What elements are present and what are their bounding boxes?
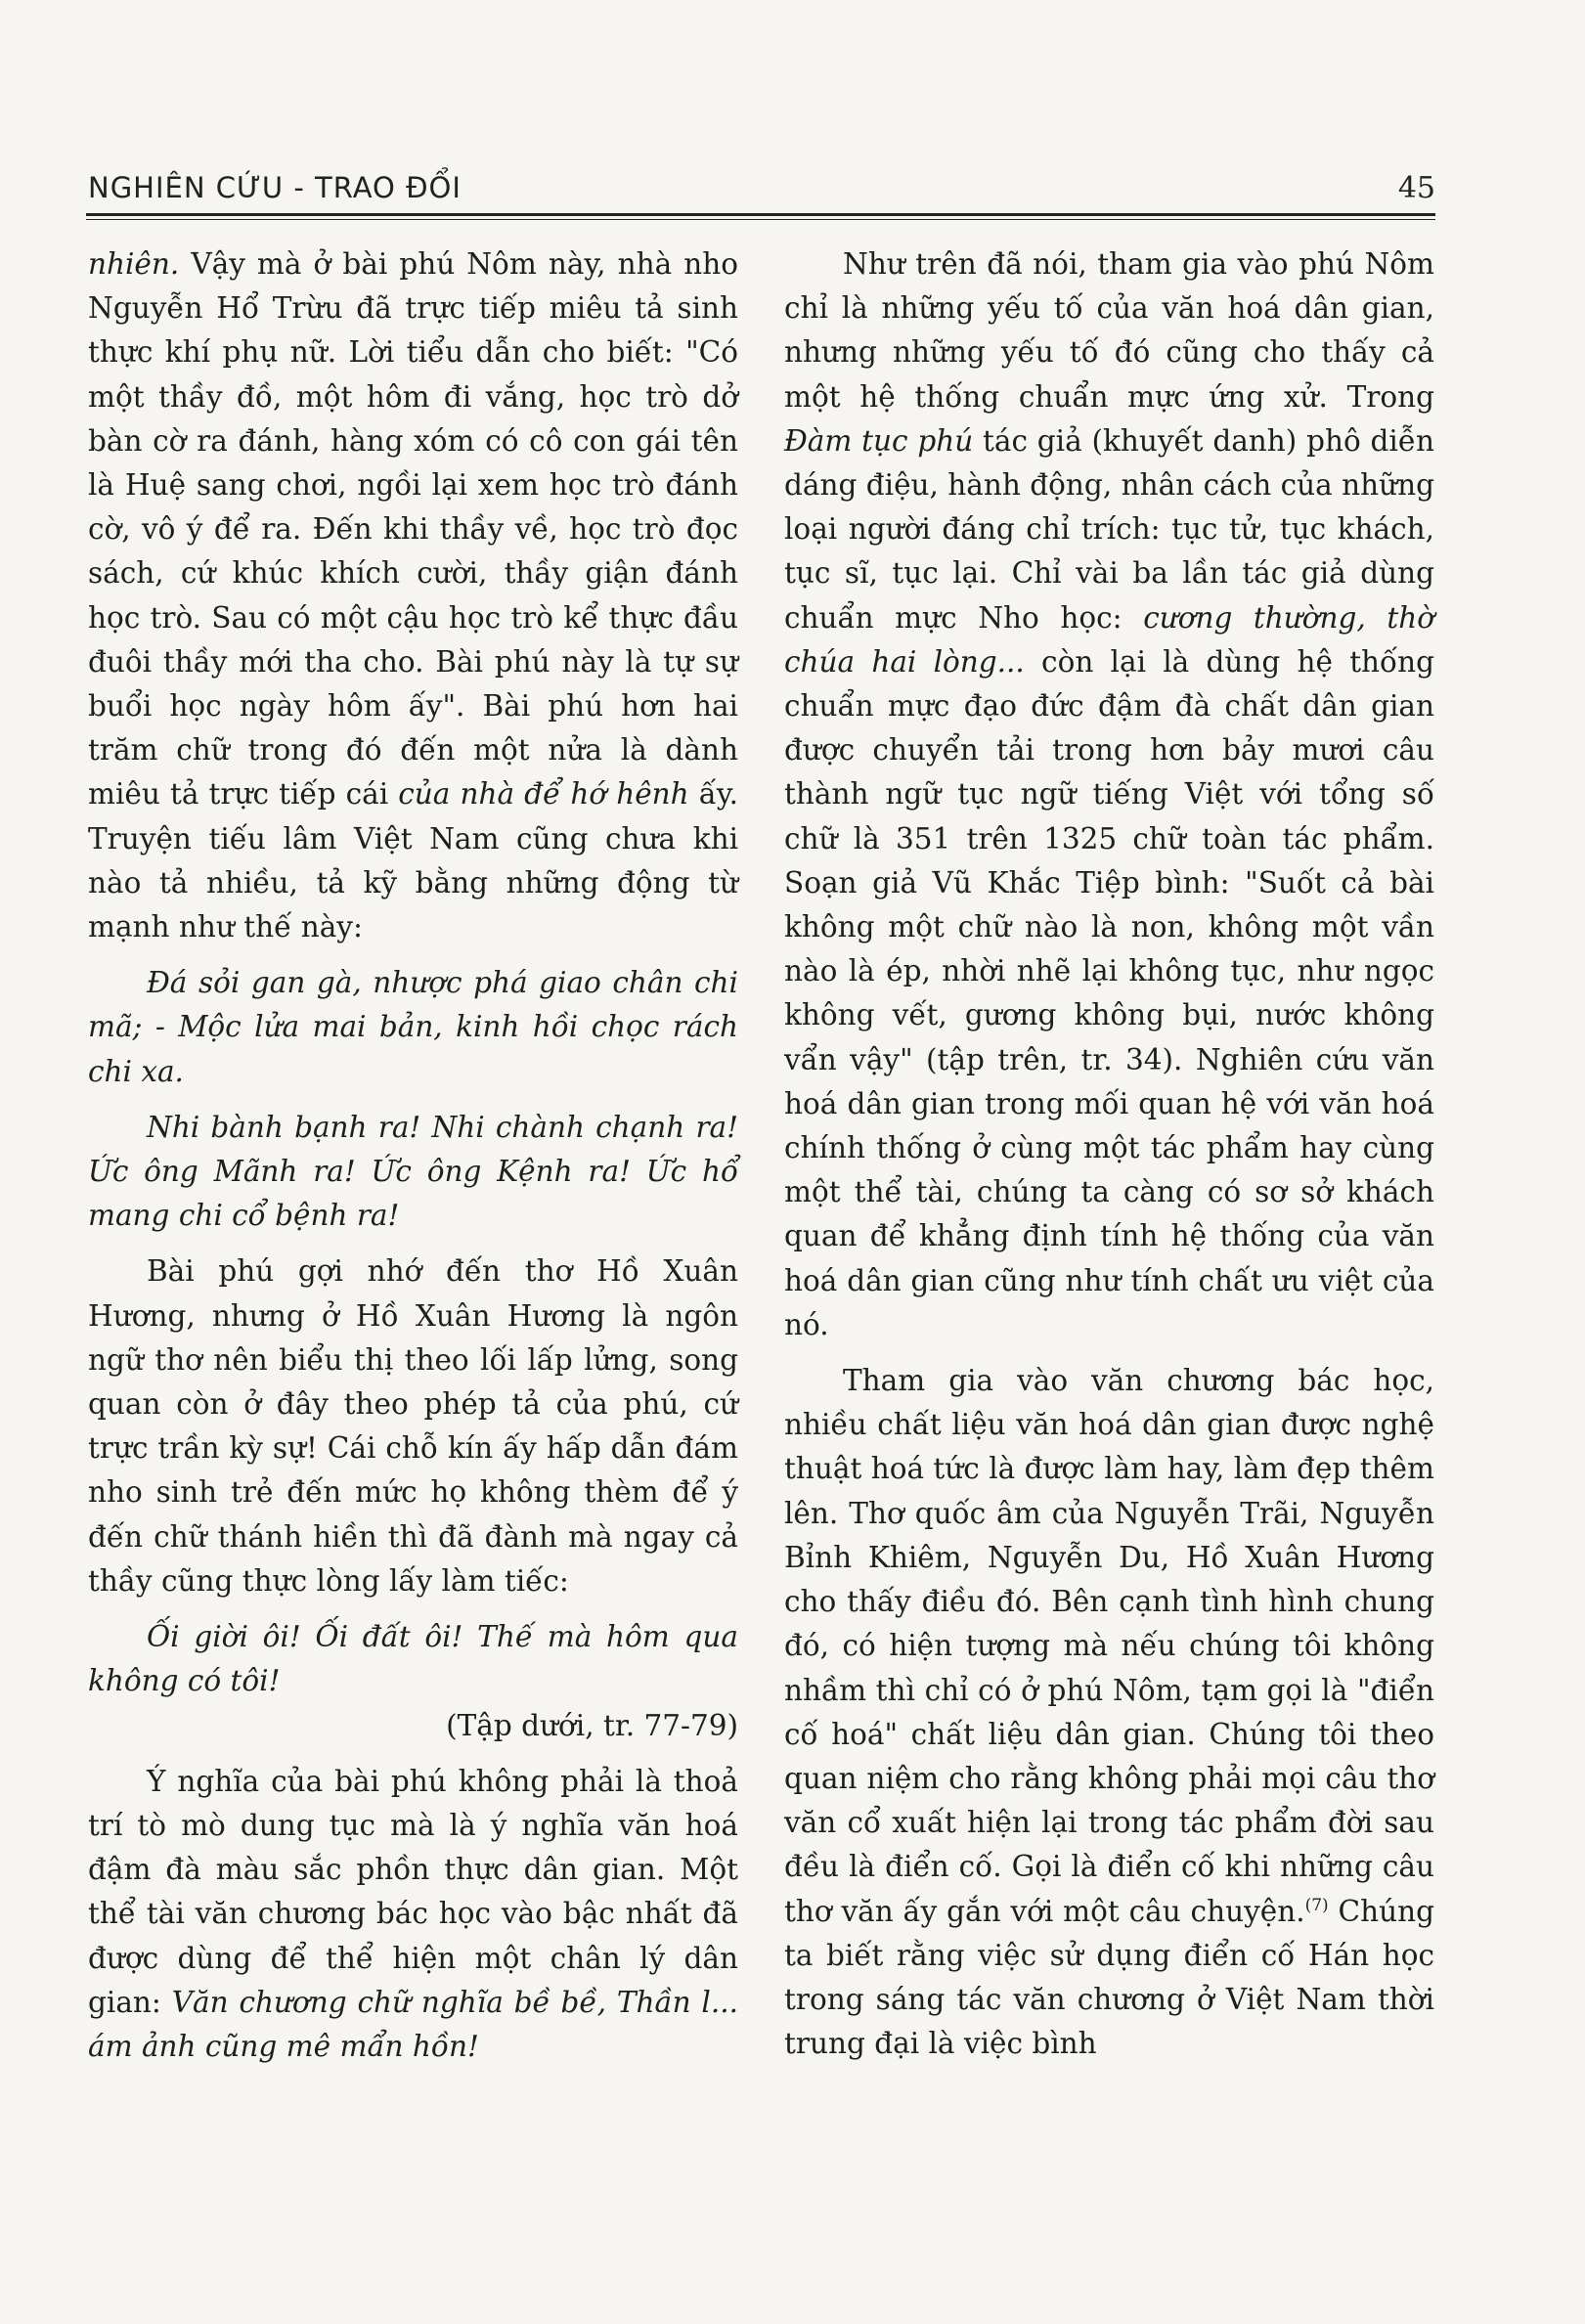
section-title: NGHIÊN CỨU - TRAO ĐỔI <box>88 171 462 204</box>
verse-quote: Nhi bành bạnh ra! Nhi chành chạnh ra! Ức ông Mãnh ra! Ức ông Kệnh ra! Ức hổ mang chi cổ bệnh ra! <box>88 1110 738 1233</box>
citation: (Tập dưới, tr. 77-79) <box>446 1708 738 1742</box>
paragraph: Ý nghĩa của bài phú không phải là thoả trí tò mò dung tục mà là ý nghĩa văn hoá đậm đà màu sắc phồn thực dân gian. Một thể tài văn chương bác học vào bậc nhất đã được dùng để thể hiện một chân lý dân gian: Văn chương chữ nghĩa bề bề, Thần l... ám ảnh cũng mê mẩn hồn! <box>88 1764 738 2063</box>
emphasis: cương thường, thờ chúa hai lòng... <box>784 600 1434 679</box>
running-header <box>88 171 1435 214</box>
verse-quote: Ối giời ôi! Ối đất ôi! Thế mà hôm qua không có tôi! <box>88 1620 738 1698</box>
header-rule-thin <box>86 219 1435 220</box>
paragraph: Tham gia vào văn chương bác học, nhiều chất liệu văn hoá dân gian được nghệ thuật hoá tức là được làm hay, làm đẹp thêm lên. Thơ quốc âm của Nguyễn Trãi, Nguyễn Bỉnh Khiêm, Nguyễn Du, Hồ Xuân Hương cho thấy điều đó. Bên cạnh tình hình chung đó, có hiện tượng mà nếu chúng tôi không nhầm thì chỉ có ở phú Nôm, tạm gọi là "điển cố hoá" chất liệu dân gian. Chúng tôi theo quan niệm cho rằng không phải mọi câu thơ văn cổ xuất hiện lại trong tác phẩm đời sau đều là điển cố. Gọi là điển cố khi những câu thơ văn ấy gắn với một câu chuyện.$^{(7)}$ Chúng ta biết rằng việc sử dụng điển cố Hán học trong sáng tác văn chương ở Việt Nam thời trung đại là việc bình <box>784 1364 1434 2061</box>
header-rule-thick <box>86 213 1435 216</box>
paragraph: Bài phú gợi nhớ đến thơ Hồ Xuân Hương, nhưng ở Hồ Xuân Hương là ngôn ngữ thơ nên biểu thị theo lối lấp lửng, song quan còn ở đây theo phép tả của phú, cứ trực trần kỳ sự! Cái chỗ kín ấy hấp dẫn đám nho sinh trẻ đến mức họ không thèm để ý đến chữ thánh hiền thì đã đành mà ngay cả thầy cũng thực lòng lấy làm tiếc: <box>88 1254 738 1598</box>
paragraph: nhiên. Vậy mà ở bài phú Nôm này, nhà nho Nguyễn Hổ Trừu đã trực tiếp miêu tả sinh thực khí phụ nữ. Lời tiểu dẫn cho biết: "Có một thầy đồ, một hôm đi vắng, học trò dở bàn cờ ra đánh, hàng xóm có cô con gái tên là Huệ sang chơi, ngồi lại xem học trò đánh cờ, vô ý để ra. Đến khi thầy về, học trò đọc sách, cứ khúc khích cười, thầy giận đánh học trò. Sau có một cậu học trò kể thực đầu đuôi thầy mới tha cho. Bài phú này là tự sự buổi học ngày hôm ấy". Bài phú hơn hai trăm chữ trong đó đến một nửa là dành miêu tả trực tiếp cái của nhà để hớ hênh ấy. Truyện tiếu lâm Việt Nam cũng chưa khi nào tả nhiều, tả kỹ bằng những động từ mạnh như thế này: <box>88 247 738 944</box>
right-column <box>784 242 1434 2078</box>
left-column <box>88 242 738 2081</box>
work-title: Đàm tục phú <box>784 423 974 458</box>
emphasis: nhiên. <box>88 247 180 281</box>
footnote-ref: (7) <box>1304 1895 1329 1915</box>
paragraph: Như trên đã nói, tham gia vào phú Nôm chỉ là những yếu tố của văn hoá dân gian, nhưng những yếu tố đó cũng cho thấy cả một hệ thống chuẩn mực ứng xử. Trong Đàm tục phú tác giả (khuyết danh) phô diễn dáng điệu, hành động, nhân cách của những loại người đáng chỉ trích: tục tử, tục khách, tục sĩ, tục lại. Chỉ vài ba lần tác giả dùng chuẩn mực Nho học: cương thường, thờ chúa hai lòng... còn lại là dùng hệ thống chuẩn mực đạo đức đậm đà chất dân gian được chuyển tải trong hơn bảy mươi câu thành ngữ tục ngữ tiếng Việt với tổng số chữ là 351 trên 1325 chữ toàn tác phẩm. Soạn giả Vũ Khắc Tiệp bình: "Suốt cả bài không một chữ nào là non, không một vần nào là ép, nhời nhẽ lại không tục, như ngọc không vết, gương không bụi, nước không vẩn vậy" (tập trên, tr. 34). Nghiên cứu văn hoá dân gian trong mối quan hệ với văn hoá chính thống ở cùng một tác phẩm hay cùng một thể tài, chúng ta càng có sơ sở khách quan để khẳng định tính hệ thống của văn hoá dân gian cũng như tính chất ưu việt của nó. <box>784 247 1434 1341</box>
verse-quote: Đá sỏi gan gà, nhược phá giao chân chi mã; - Mộc lửa mai bản, kinh hồi chọc rách chi xa. <box>88 966 738 1088</box>
emphasis: của nhà để hớ hênh <box>398 777 689 811</box>
page-number: 45 <box>1397 171 1435 205</box>
emphasis: Văn chương chữ nghĩa bề bề, Thần l... ám ảnh cũng mê mẩn hồn! <box>88 1985 738 2063</box>
